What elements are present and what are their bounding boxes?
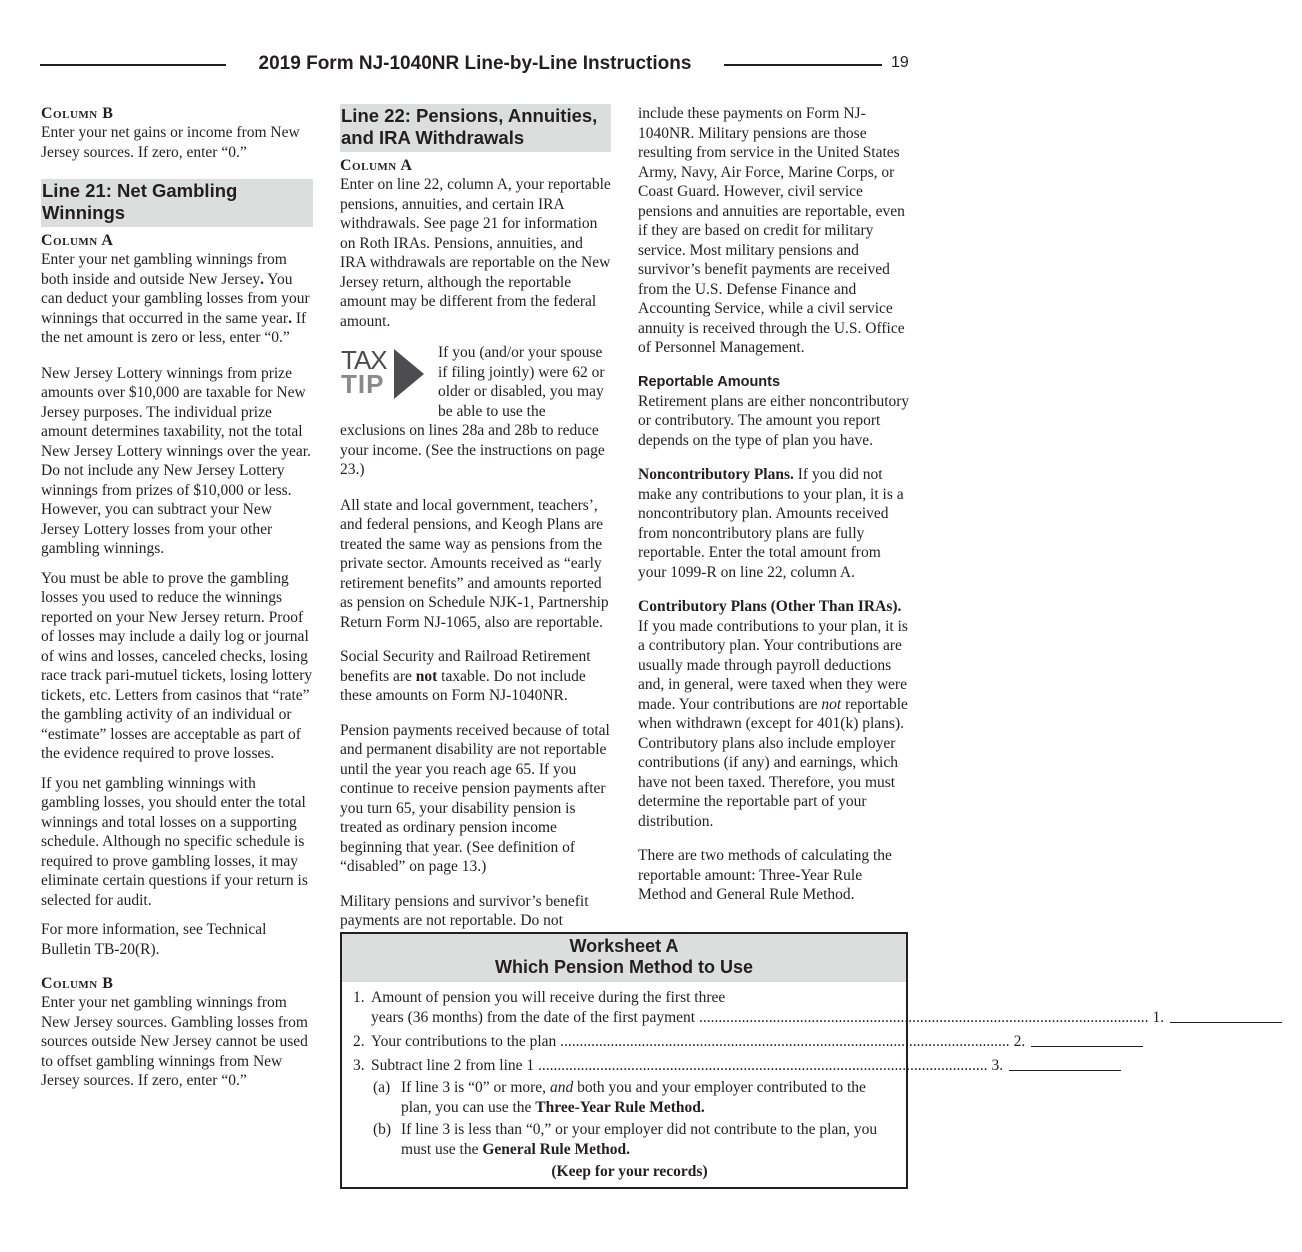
line21-paragraph-1: Enter your net gambling winnings from both inside and outside New Jersey. You can deduct your gambling losses from your winnings that occurred in the same year. If the net amount is zero or less, enter “0.” [41,251,310,346]
tax-tip [340,343,611,480]
worksheet-title: Worksheet A Which Pension Method to Use [342,934,906,982]
tax-tip-logo: TAX TIP [340,347,432,405]
line21-column-b-label: Column B [41,975,114,992]
line21-column-a-label: Column A [41,232,114,249]
worksheet-line-1: 1. Amount of pension you will receive during the first three years (36 months) from the date of the first payment ..... 1. [353,988,906,1028]
line21-column-b-text: Enter your net gambling winnings from New Jersey sources. Gambling losses from sources outside New Jersey cannot be used to offset gambling winnings from New Jersey sources. If zero, enter “0.” [41,994,308,1089]
line21-heading: Line 21: Net Gambling Winnings [41,179,313,227]
worksheet-line-3: 3. Subtract line 2 from line 1 ..... 3. [353,1056,906,1076]
line22-column-a-label: Column A [340,157,413,174]
line22-heading: Line 22: Pensions, Annuities, and IRA Withdrawals [340,104,611,152]
worksheet-a [340,932,1165,1189]
line21-paragraph-2: New Jersey Lottery winnings from prize amounts over $10,000 are taxable for New Jersey purposes. The individual prize amount determines taxability, not the total New Jersey Lottery winnings over the year. Do not include any New Jersey Lottery winnings from prizes of $10,000 or less. However, you can subtract your New Jersey Lottery losses from your other gambling winnings. [41,364,311,557]
column-middle [340,104,611,941]
line-2-entry-field[interactable] [1031,1032,1143,1047]
tax-tip-arrow-icon [394,349,424,399]
header-rule-right [724,64,882,66]
noncontributory-plans-paragraph: Noncontributory Plans. If you did not make any contributions to your plan, it is a noncontributory plan. Amounts received from noncontributory plans are fully reportable. Enter the total amount from your 1099-R on line 22, column A. [638,466,904,581]
line-3-entry-field[interactable] [1009,1056,1121,1071]
worksheet-body [342,982,1165,1182]
column-left [41,104,313,1101]
line22-paragraph-1: Enter on line 22, column A, your reportable pensions, annuities, and certain IRA withdrawals. See page 21 for information on Roth IRAs. Pensions, annuities, and IRA withdrawals are reportable on the New Jersey return, although the reportable amount may be different from the federal amount. [340,176,611,330]
line22-paragraph-4: Pension payments received because of total and permanent disability are not reportable until the year you reach age 65. If you continue to receive pension payments after you turn 65, your disability pension is treated as ordinary pension income beginning that year. (See definition of “disabled” on page 13.) [340,721,610,875]
line21-paragraph-3: You must be able to prove the gambling losses you used to reduce the winnings reported on your New Jersey return. Proof of losses may include a daily log or journal of wins and losses, canceled checks, losing race track pari-mutuel tickets, losing lottery tickets, etc. Letters from casinos that “rate” the gambling activity of an individual or “estimate” losses are acceptable as part of the evidence required to prove losses. [41,569,313,762]
line21-paragraph-5: For more information, see Technical Bulletin TB-20(R). [41,921,267,958]
tax-tip-text: If you (and/or your spouse if filing jointly) were 62 or older or disabled, you may be able to use the exclusions on lines 28a and 28b to reduce your income. (See the instructions on page 23.) [340,344,605,478]
line22-paragraph-5: Military pensions and survivor’s benefit payments are not reportable. Do not [340,892,589,929]
worksheet-option-b: (b) If line 3 is less than “0,” or your employer did not contribute to the plan, you must use the General Rule Method. [373,1121,878,1158]
military-pensions-paragraph: include these payments on Form NJ-1040NR. Military pensions are those resulting from service in the United States Army, Navy, Air Force, Marine Corps, or Coast Guard. However, civil service pensions and annuities are reportable, even if they are based on credit for military service. Most military pensions and survivor’s benefit payments are received from the U.S. Defense Finance and Accounting Service, while a civil service annuity is received through the U.S. Office of Personnel Management. [638,105,905,356]
worksheet-option-a: (a) If line 3 is “0” or more, and both you and your employer contributed to the plan, you can use the Three-Year Rule Method. [373,1079,866,1116]
page-header [0,52,950,80]
contributory-plans-paragraph: Contributory Plans (Other Than IRAs). If you made contributions to your plan, it is a contributory plan. Your contributions are usually made through payroll deductions and, in general, were taxed when they were made. Your contributions are not reportable when withdrawn (except for 401(k) plans). Contributory plans also include employer contributions (if any) and earnings, which have not been taxed. Therefore, you must determine the reportable part of your distribution. [638,598,908,830]
reportable-amounts-paragraph: Retirement plans are either noncontributory or contributory. The amount you report depends on the type of plan you have. [638,392,910,449]
page-number: 19 [891,54,909,71]
line-1-entry-field[interactable] [1170,1008,1282,1023]
column-b-label: Column B [41,105,114,122]
page-title: 2019 Form NJ-1040NR Line-by-Line Instructions [258,53,692,74]
reportable-amounts-heading: Reportable Amounts [638,373,781,390]
header-rule-left [40,64,226,66]
line22-paragraph-2: All state and local government, teachers’, and federal pensions, and Keogh Plans are treated the same way as pensions from the private sector. Amounts received as “early retirement benefits” and amounts reported as pension on Schedule NJK-1, Partnership Return Form NJ-1065, also are reportable. [340,496,609,631]
calculation-methods-paragraph: There are two methods of calculating the reportable amount: Three-Year Rule Method and General Rule Method. [638,847,892,903]
worksheet-line-2: 2. Your contributions to the plan ..... 2. [353,1032,906,1052]
line22-paragraph-3: Social Security and Railroad Retirement benefits are not taxable. Do not include these amounts on Form NJ-1040NR. [340,648,591,704]
column-right [638,104,912,915]
worksheet-keep-note: (Keep for your records) [551,1163,708,1180]
line21-paragraph-4: If you net gambling winnings with gambling losses, you should enter the total winnings and total losses on a supporting schedule. Although no specific schedule is required to prove gambling losses, it may eliminate certain questions if your return is selected for audit. [41,774,308,909]
column-b-text: Enter your net gains or income from New Jersey sources. If zero, enter “0.” [41,124,300,161]
